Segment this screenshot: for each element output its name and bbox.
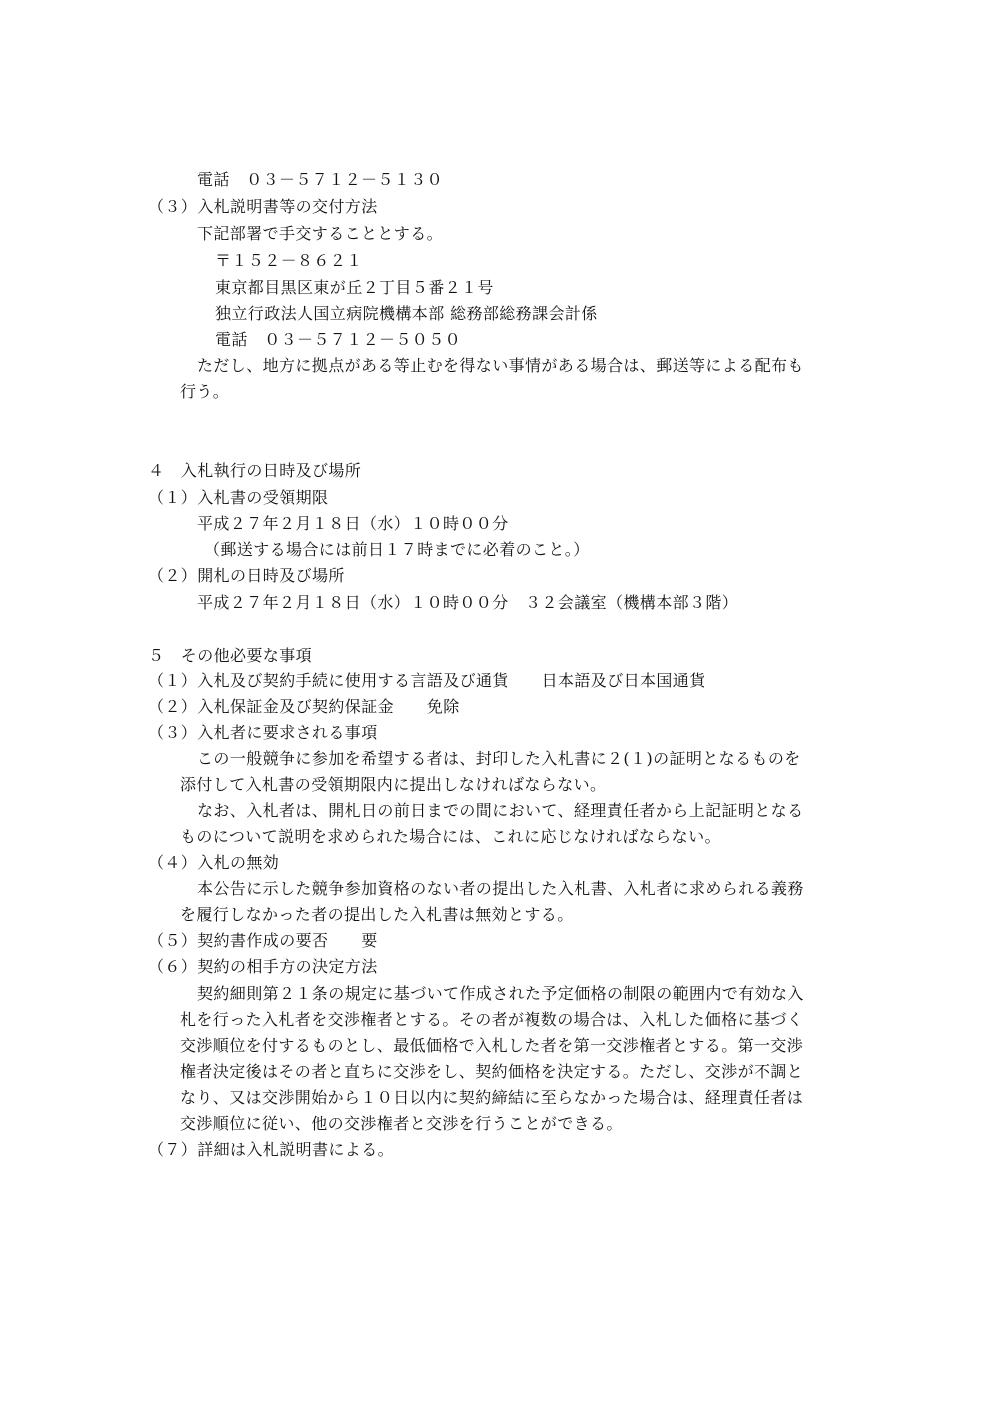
office-name: 独立行政法人国立病院機構本部 総務部総務課会計係 [215, 304, 598, 323]
section-3-3-text: 下記部署で手交することとする。 [197, 224, 444, 243]
section-5-6-line-4: 権者決定後はその者と直ちに交渉をし、契約価格を決定する。ただし、交渉が不調と [180, 1062, 804, 1081]
section-3-3-heading: （３）入札説明書等の交付方法 [148, 197, 378, 216]
contact-phone-1: 電話 ０３－５７１２－５１３０ [197, 170, 444, 189]
section-4-2-heading: （２）開札の日時及び場所 [148, 566, 345, 585]
proviso-line-2: 行う。 [180, 382, 230, 401]
section-5-4-heading: （４）入札の無効 [148, 853, 280, 872]
section-5-6-line-3: 交渉順位を付するものとし、最低価格で入札した者を第一交渉権者とする。第一交渉 [180, 1036, 804, 1055]
section-5-1: （１）入札及び契約手続に使用する言語及び通貨 日本語及び日本国通貨 [148, 671, 706, 690]
section-5-6-line-1: 契約細則第２１条の規定に基づいて作成された予定価格の制限の範囲内で有効な入 [197, 984, 804, 1003]
section-5-heading: ５ その他必要な事項 [148, 646, 313, 665]
section-5-7: （７）詳細は入札説明書による。 [148, 1140, 395, 1159]
section-5-6-line-5: なり、又は交渉開始から１０日以内に契約締結に至らなかった場合は、経理責任者は [180, 1088, 804, 1107]
section-5-6-heading: （６）契約の相手方の決定方法 [148, 957, 378, 976]
section-5-3-para-2-line-1: なお、入札者は、開札日の前日までの間において、経理責任者から上記証明となる [197, 801, 804, 820]
section-5-4-line-2: を履行しなかった者の提出した入札書は無効とする。 [180, 905, 574, 924]
contact-phone-2: 電話 ０３－５７１２－５０５０ [215, 330, 462, 349]
section-4-heading: ４ 入札執行の日時及び場所 [148, 461, 362, 480]
section-5-3-para-2-line-2: ものについて説明を求められた場合には、これに応じなければならない。 [180, 827, 721, 846]
proviso-line-1: ただし、地方に拠点がある等止むを得ない事情がある場合は、郵送等による配布も [197, 356, 804, 375]
section-5-4-line-1: 本公告に示した競争参加資格のない者の提出した入札書、入札者に求められる義務 [197, 879, 804, 898]
address-line: 東京都目黒区東が丘２丁目５番２１号 [215, 278, 494, 297]
bid-deadline: 平成２７年２月１８日（水）１０時００分 [197, 514, 509, 533]
postal-code: 〒１５２－８６２１ [215, 251, 363, 270]
section-4-1-heading: （１）入札書の受領期限 [148, 488, 329, 507]
section-5-2: （２）入札保証金及び契約保証金 免除 [148, 697, 460, 716]
section-5-5: （５）契約書作成の要否 要 [148, 931, 378, 950]
section-5-3-heading: （３）入札者に要求される事項 [148, 723, 378, 742]
section-5-6-line-2: 札を行った入札者を交渉権者とする。その者が複数の場合は、入札した価格に基づく [180, 1010, 804, 1029]
bid-deadline-note: （郵送する場合には前日１７時までに必着のこと。） [204, 540, 590, 559]
section-5-3-para-1-line-2: 添付して入札書の受領期限内に提出しなければならない。 [180, 775, 607, 794]
section-5-6-line-6: 交渉順位に従い、他の交渉権者と交渉を行うことができる。 [180, 1114, 623, 1133]
opening-datetime-place: 平成２７年２月１８日（水）１０時００分 ３２会議室（機構本部３階） [197, 593, 739, 612]
section-5-3-para-1-line-1: この一般競争に参加を希望する者は、封印した入札書に２(１)の証明となるものを [197, 749, 801, 768]
